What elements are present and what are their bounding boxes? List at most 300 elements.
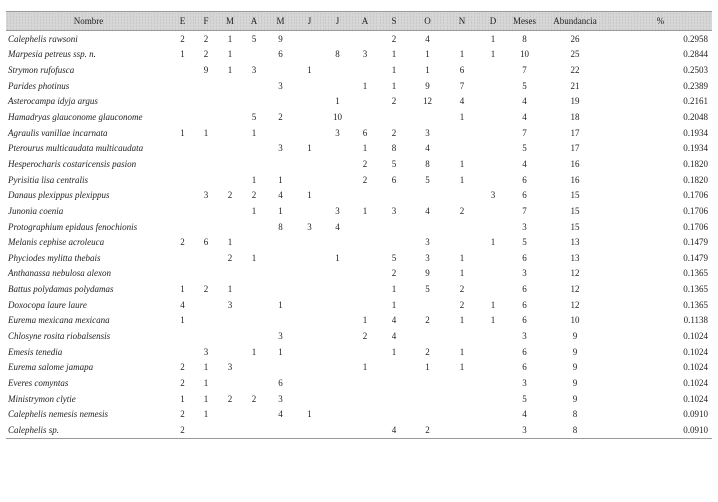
month-count-cell: 1 bbox=[459, 252, 465, 263]
month-count-cell: 1 bbox=[459, 315, 465, 326]
month-count-cell bbox=[295, 328, 324, 344]
table-row bbox=[6, 203, 712, 219]
month-count-cell bbox=[194, 219, 218, 235]
months-cell: 4 bbox=[522, 112, 527, 123]
month-count-cell: 1 bbox=[307, 65, 312, 76]
month-count-cell: 1 bbox=[391, 284, 397, 295]
month-count-cell bbox=[218, 203, 242, 219]
month-count-cell bbox=[324, 281, 351, 297]
month-count-cell bbox=[242, 313, 266, 329]
table-row bbox=[6, 328, 712, 344]
months-cell: 7 bbox=[522, 65, 527, 76]
month-count-cell: 1 bbox=[425, 65, 430, 76]
month-count-cell bbox=[478, 281, 508, 297]
species-name-cell: Phyciodes mylitta thebais bbox=[8, 252, 101, 263]
species-name-cell: Battus polydamas polydamas bbox=[8, 284, 114, 295]
month-count-cell: 3 bbox=[425, 127, 430, 138]
month-count-cell: 2 bbox=[251, 190, 257, 201]
percent-cell: 0.2161 bbox=[683, 96, 708, 107]
month-count-cell bbox=[295, 109, 324, 125]
months-cell: 7 bbox=[522, 127, 527, 138]
months-cell: 6 bbox=[522, 315, 527, 326]
month-count-cell bbox=[409, 391, 446, 407]
month-count-cell: 3 bbox=[278, 80, 283, 91]
month-count-cell: 2 bbox=[278, 112, 283, 123]
month-count-cell bbox=[446, 391, 478, 407]
month-count-cell bbox=[446, 140, 478, 156]
month-count-cell: 1 bbox=[227, 237, 233, 248]
month-count-cell bbox=[379, 219, 409, 235]
abundance-cell: 9 bbox=[572, 330, 578, 341]
month-count-cell bbox=[324, 344, 351, 360]
table-row bbox=[6, 375, 712, 391]
column-header: Meses bbox=[508, 12, 541, 31]
abundance-cell: 13 bbox=[570, 237, 580, 248]
month-count-cell: 8 bbox=[391, 143, 397, 154]
table-row bbox=[6, 47, 712, 63]
column-header: O bbox=[409, 12, 446, 31]
months-cell: 5 bbox=[522, 237, 527, 248]
column-header: M bbox=[218, 12, 242, 31]
month-count-cell bbox=[266, 94, 295, 110]
month-count-cell bbox=[194, 266, 218, 282]
month-count-cell bbox=[194, 422, 218, 438]
month-count-cell bbox=[409, 375, 446, 391]
month-count-cell: 2 bbox=[180, 33, 185, 44]
percent-cell: 0.1934 bbox=[683, 143, 708, 154]
month-count-cell: 1 bbox=[425, 362, 430, 373]
month-count-cell bbox=[266, 281, 295, 297]
month-count-cell: 4 bbox=[391, 315, 397, 326]
table-row bbox=[6, 406, 712, 422]
month-count-cell: 4 bbox=[180, 299, 185, 310]
month-count-cell: 3 bbox=[203, 346, 209, 357]
month-count-cell bbox=[478, 156, 508, 172]
month-count-cell bbox=[194, 250, 218, 266]
month-count-cell: 5 bbox=[425, 284, 430, 295]
abundance-cell: 16 bbox=[570, 174, 580, 185]
species-name-cell: Doxocopa laure laure bbox=[8, 299, 87, 310]
months-cell: 6 bbox=[522, 299, 527, 310]
months-cell: 5 bbox=[522, 143, 527, 154]
month-count-cell: 3 bbox=[251, 65, 257, 76]
abundance-cell: 17 bbox=[570, 127, 580, 138]
months-cell: 3 bbox=[522, 377, 527, 388]
month-count-cell bbox=[194, 109, 218, 125]
table-row bbox=[6, 219, 712, 235]
month-count-cell bbox=[171, 109, 194, 125]
month-count-cell: 2 bbox=[459, 299, 465, 310]
month-count-cell bbox=[218, 313, 242, 329]
month-count-cell: 1 bbox=[362, 80, 368, 91]
abundance-cell: 21 bbox=[570, 80, 580, 91]
month-count-cell bbox=[194, 94, 218, 110]
month-count-cell: 3 bbox=[278, 143, 283, 154]
species-name-cell: Danaus plexippus plexippus bbox=[8, 190, 110, 201]
month-count-cell bbox=[266, 156, 295, 172]
month-count-cell: 2 bbox=[409, 422, 446, 438]
month-count-cell: 1 bbox=[459, 174, 465, 185]
month-count-cell bbox=[218, 406, 242, 422]
month-count-cell bbox=[351, 62, 379, 78]
abundance-cell: 26 bbox=[570, 33, 580, 44]
month-count-cell: 4 bbox=[425, 33, 430, 44]
column-header: J bbox=[324, 12, 351, 31]
month-count-cell bbox=[379, 109, 409, 125]
month-count-cell: 1 bbox=[278, 346, 283, 357]
month-count-cell bbox=[324, 156, 351, 172]
species-abundance-table bbox=[6, 11, 712, 439]
months-cell: 6 bbox=[522, 284, 527, 295]
month-count-cell: 2 bbox=[425, 346, 430, 357]
table-row bbox=[6, 109, 712, 125]
table-row bbox=[6, 344, 712, 360]
abundance-cell: 9 bbox=[572, 377, 578, 388]
month-count-cell: 1 bbox=[459, 158, 465, 169]
month-count-cell bbox=[446, 234, 478, 250]
month-count-cell: 1 bbox=[251, 174, 257, 185]
month-count-cell bbox=[478, 328, 508, 344]
month-count-cell bbox=[351, 94, 379, 110]
percent-cell: 0.1024 bbox=[683, 377, 708, 388]
month-count-cell bbox=[242, 156, 266, 172]
month-count-cell bbox=[324, 359, 351, 375]
species-name-cell: Anthanassa nebulosa alexon bbox=[8, 268, 111, 279]
month-count-cell: 1 bbox=[227, 65, 233, 76]
month-count-cell: 8 bbox=[335, 49, 340, 60]
month-count-cell bbox=[242, 406, 266, 422]
header-row bbox=[6, 12, 712, 31]
month-count-cell bbox=[478, 375, 508, 391]
month-count-cell: 1 bbox=[180, 49, 185, 60]
month-count-cell: 1 bbox=[425, 49, 430, 60]
month-count-cell bbox=[446, 328, 478, 344]
column-header: D bbox=[478, 12, 508, 31]
month-count-cell: 3 bbox=[362, 49, 368, 60]
month-count-cell bbox=[194, 156, 218, 172]
month-count-cell: 1 bbox=[203, 362, 209, 373]
month-count-cell: 9 bbox=[203, 65, 209, 76]
month-count-cell: 2 bbox=[391, 127, 397, 138]
month-count-cell bbox=[324, 422, 351, 438]
table-row bbox=[6, 250, 712, 266]
month-count-cell: 3 bbox=[391, 205, 397, 216]
month-count-cell: 4 bbox=[425, 205, 430, 216]
month-count-cell bbox=[194, 203, 218, 219]
month-count-cell bbox=[324, 31, 351, 47]
month-count-cell: 1 bbox=[362, 362, 368, 373]
month-count-cell bbox=[218, 172, 242, 188]
month-count-cell bbox=[478, 219, 508, 235]
table-row bbox=[6, 234, 712, 250]
month-count-cell bbox=[478, 406, 508, 422]
table-row bbox=[6, 94, 712, 110]
month-count-cell: 1 bbox=[251, 346, 257, 357]
month-count-cell: 3 bbox=[490, 190, 496, 201]
month-count-cell bbox=[295, 375, 324, 391]
month-count-cell bbox=[171, 140, 194, 156]
month-count-cell: 2 bbox=[391, 33, 397, 44]
table-row bbox=[6, 297, 712, 313]
month-count-cell: 2 bbox=[180, 409, 185, 420]
species-name-cell: Strymon rufofusca bbox=[8, 65, 75, 76]
month-count-cell: 4 bbox=[379, 422, 409, 438]
month-count-cell: 2 bbox=[251, 393, 257, 404]
percent-cell: 0.1365 bbox=[683, 268, 708, 279]
species-name-cell: Calephelis sp. bbox=[6, 422, 171, 438]
month-count-cell bbox=[478, 109, 508, 125]
table-row bbox=[6, 266, 712, 282]
month-count-cell bbox=[266, 422, 295, 438]
abundance-cell: 25 bbox=[570, 49, 580, 60]
months-cell: 7 bbox=[522, 205, 527, 216]
month-count-cell bbox=[379, 234, 409, 250]
month-count-cell: 1 bbox=[490, 315, 496, 326]
month-count-cell bbox=[242, 297, 266, 313]
species-name-cell: Eurema salome jamapa bbox=[8, 362, 94, 373]
abundance-cell: 8 bbox=[572, 409, 578, 420]
month-count-cell bbox=[218, 344, 242, 360]
month-count-cell bbox=[218, 125, 242, 141]
months-cell: 6 bbox=[522, 252, 527, 263]
table-container bbox=[6, 11, 712, 439]
month-count-cell bbox=[295, 266, 324, 282]
month-count-cell: 9 bbox=[425, 80, 430, 91]
month-count-cell bbox=[324, 297, 351, 313]
column-header: N bbox=[446, 12, 478, 31]
column-header: Abundancia bbox=[541, 12, 609, 31]
month-count-cell bbox=[295, 313, 324, 329]
month-count-cell: 1 bbox=[203, 127, 209, 138]
month-count-cell bbox=[194, 172, 218, 188]
percent-cell: 0.1934 bbox=[683, 127, 708, 138]
percent-cell: 0.1024 bbox=[683, 346, 708, 357]
month-count-cell bbox=[242, 140, 266, 156]
abundance-cell: 12 bbox=[570, 299, 580, 310]
month-count-cell bbox=[295, 203, 324, 219]
month-count-cell bbox=[409, 187, 446, 203]
month-count-cell bbox=[242, 281, 266, 297]
month-count-cell bbox=[218, 328, 242, 344]
percent-cell: 0.2048 bbox=[683, 112, 708, 123]
month-count-cell bbox=[446, 422, 478, 438]
month-count-cell bbox=[171, 203, 194, 219]
table-row bbox=[6, 391, 712, 407]
month-count-cell: 2 bbox=[425, 315, 430, 326]
month-count-cell bbox=[478, 203, 508, 219]
percent-cell: 0.2958 bbox=[683, 33, 708, 44]
table-row bbox=[6, 313, 712, 329]
month-count-cell: 2 bbox=[391, 268, 397, 279]
months-cell: 10 bbox=[520, 49, 529, 60]
abundance-cell: 8 bbox=[541, 422, 609, 438]
month-count-cell: 2 bbox=[362, 158, 368, 169]
month-count-cell: 1 bbox=[180, 315, 185, 326]
month-count-cell: 7 bbox=[459, 80, 465, 91]
species-name-cell: Hamadryas glauconome glauconome bbox=[8, 112, 143, 123]
month-count-cell: 5 bbox=[251, 33, 257, 44]
month-count-cell: 1 bbox=[391, 346, 397, 357]
month-count-cell: 9 bbox=[425, 268, 430, 279]
month-count-cell bbox=[171, 344, 194, 360]
month-count-cell: 1 bbox=[180, 393, 185, 404]
month-count-cell bbox=[478, 94, 508, 110]
table-row bbox=[6, 187, 712, 203]
month-count-cell: 1 bbox=[203, 393, 209, 404]
percent-cell: 0.0910 bbox=[609, 422, 712, 438]
months-cell: 6 bbox=[522, 174, 527, 185]
month-count-cell bbox=[478, 172, 508, 188]
table-row bbox=[6, 31, 712, 47]
month-count-cell bbox=[171, 62, 194, 78]
table-row bbox=[6, 281, 712, 297]
month-count-cell bbox=[295, 94, 324, 110]
month-count-cell: 1 bbox=[307, 143, 312, 154]
abundance-cell: 15 bbox=[570, 190, 580, 201]
abundance-cell: 19 bbox=[570, 96, 580, 107]
column-header: A bbox=[351, 12, 379, 31]
abundance-cell: 13 bbox=[570, 252, 580, 263]
month-count-cell: 10 bbox=[333, 112, 342, 123]
month-count-cell bbox=[379, 359, 409, 375]
month-count-cell: 9 bbox=[278, 33, 283, 44]
month-count-cell bbox=[194, 328, 218, 344]
species-name-cell: Pterourus multicaudata multicaudata bbox=[8, 143, 144, 154]
month-count-cell bbox=[295, 297, 324, 313]
month-count-cell bbox=[324, 172, 351, 188]
month-count-cell bbox=[409, 109, 446, 125]
month-count-cell bbox=[242, 47, 266, 63]
month-count-cell: 2 bbox=[180, 377, 185, 388]
month-count-cell bbox=[171, 156, 194, 172]
month-count-cell: 2 bbox=[227, 190, 233, 201]
species-name-cell: Calephelis nemesis nemesis bbox=[8, 409, 108, 420]
abundance-cell: 9 bbox=[572, 393, 578, 404]
month-count-cell bbox=[351, 187, 379, 203]
column-header: M bbox=[266, 12, 295, 31]
species-name-cell: Pyrisitia lisa centralis bbox=[8, 174, 88, 185]
month-count-cell bbox=[218, 375, 242, 391]
month-count-cell: 6 bbox=[278, 377, 283, 388]
month-count-cell: 1 bbox=[278, 205, 283, 216]
month-count-cell: 3 bbox=[203, 190, 209, 201]
month-count-cell bbox=[295, 391, 324, 407]
month-count-cell: 1 bbox=[362, 315, 368, 326]
month-count-cell: 2 bbox=[362, 174, 368, 185]
month-count-cell bbox=[266, 250, 295, 266]
month-count-cell: 4 bbox=[278, 409, 283, 420]
month-count-cell: 3 bbox=[307, 221, 312, 232]
month-count-cell: 2 bbox=[203, 49, 209, 60]
month-count-cell bbox=[409, 297, 446, 313]
month-count-cell bbox=[171, 172, 194, 188]
abundance-cell: 9 bbox=[572, 346, 578, 357]
month-count-cell bbox=[242, 375, 266, 391]
month-count-cell bbox=[478, 140, 508, 156]
percent-cell: 0.1706 bbox=[683, 190, 708, 201]
month-count-cell bbox=[351, 266, 379, 282]
month-count-cell bbox=[351, 250, 379, 266]
months-cell: 6 bbox=[522, 362, 527, 373]
month-count-cell: 6 bbox=[203, 237, 209, 248]
months-cell: 6 bbox=[522, 190, 527, 201]
month-count-cell bbox=[242, 266, 266, 282]
table-row bbox=[6, 172, 712, 188]
month-count-cell: 5 bbox=[391, 158, 397, 169]
table-row bbox=[6, 422, 712, 438]
species-name-cell: Ministrymon clytie bbox=[8, 393, 76, 404]
abundance-cell: 12 bbox=[570, 268, 580, 279]
month-count-cell: 4 bbox=[459, 96, 465, 107]
abundance-cell: 9 bbox=[572, 362, 578, 373]
month-count-cell: 2 bbox=[227, 252, 233, 263]
month-count-cell bbox=[242, 422, 266, 438]
month-count-cell bbox=[351, 297, 379, 313]
percent-cell: 0.2844 bbox=[683, 49, 708, 60]
month-count-cell bbox=[295, 359, 324, 375]
month-count-cell bbox=[324, 62, 351, 78]
month-count-cell: 5 bbox=[251, 112, 257, 123]
month-count-cell: 3 bbox=[278, 330, 283, 341]
percent-cell: 0.1365 bbox=[683, 284, 708, 295]
table-body bbox=[6, 31, 712, 439]
month-count-cell: 1 bbox=[391, 299, 397, 310]
month-count-cell bbox=[218, 422, 242, 438]
month-count-cell: 6 bbox=[391, 174, 397, 185]
month-count-cell bbox=[446, 125, 478, 141]
month-count-cell bbox=[295, 250, 324, 266]
month-count-cell bbox=[324, 187, 351, 203]
month-count-cell: 1 bbox=[180, 127, 185, 138]
month-count-cell bbox=[409, 406, 446, 422]
month-count-cell bbox=[324, 406, 351, 422]
month-count-cell: 4 bbox=[278, 190, 283, 201]
species-name-cell: Everes comyntas bbox=[8, 377, 69, 388]
species-name-cell: Protographium epidaus fenochionis bbox=[8, 221, 138, 232]
month-count-cell bbox=[171, 78, 194, 94]
month-count-cell bbox=[446, 375, 478, 391]
species-name-cell: Emesis tenedia bbox=[8, 346, 63, 357]
month-count-cell bbox=[379, 375, 409, 391]
table-row bbox=[6, 359, 712, 375]
species-name-cell: Chlosyne rosita riobalsensis bbox=[8, 330, 111, 341]
month-count-cell bbox=[478, 344, 508, 360]
month-count-cell bbox=[478, 391, 508, 407]
month-count-cell bbox=[478, 422, 508, 438]
month-count-cell bbox=[351, 109, 379, 125]
month-count-cell: 3 bbox=[335, 127, 340, 138]
month-count-cell bbox=[295, 422, 324, 438]
species-name-cell: Eurema mexicana mexicana bbox=[8, 315, 110, 326]
month-count-cell bbox=[295, 281, 324, 297]
months-cell: 4 bbox=[522, 409, 527, 420]
month-count-cell bbox=[194, 297, 218, 313]
month-count-cell bbox=[171, 94, 194, 110]
month-count-cell: 2 bbox=[171, 422, 194, 438]
month-count-cell bbox=[478, 250, 508, 266]
column-header: E bbox=[171, 12, 194, 31]
month-count-cell bbox=[446, 406, 478, 422]
abundance-cell: 22 bbox=[570, 65, 580, 76]
month-count-cell bbox=[266, 266, 295, 282]
percent-cell: 0.2389 bbox=[683, 80, 708, 91]
month-count-cell bbox=[478, 78, 508, 94]
month-count-cell bbox=[171, 266, 194, 282]
month-count-cell bbox=[324, 140, 351, 156]
month-count-cell: 2 bbox=[180, 237, 185, 248]
month-count-cell bbox=[171, 219, 194, 235]
months-cell: 3 bbox=[508, 422, 541, 438]
